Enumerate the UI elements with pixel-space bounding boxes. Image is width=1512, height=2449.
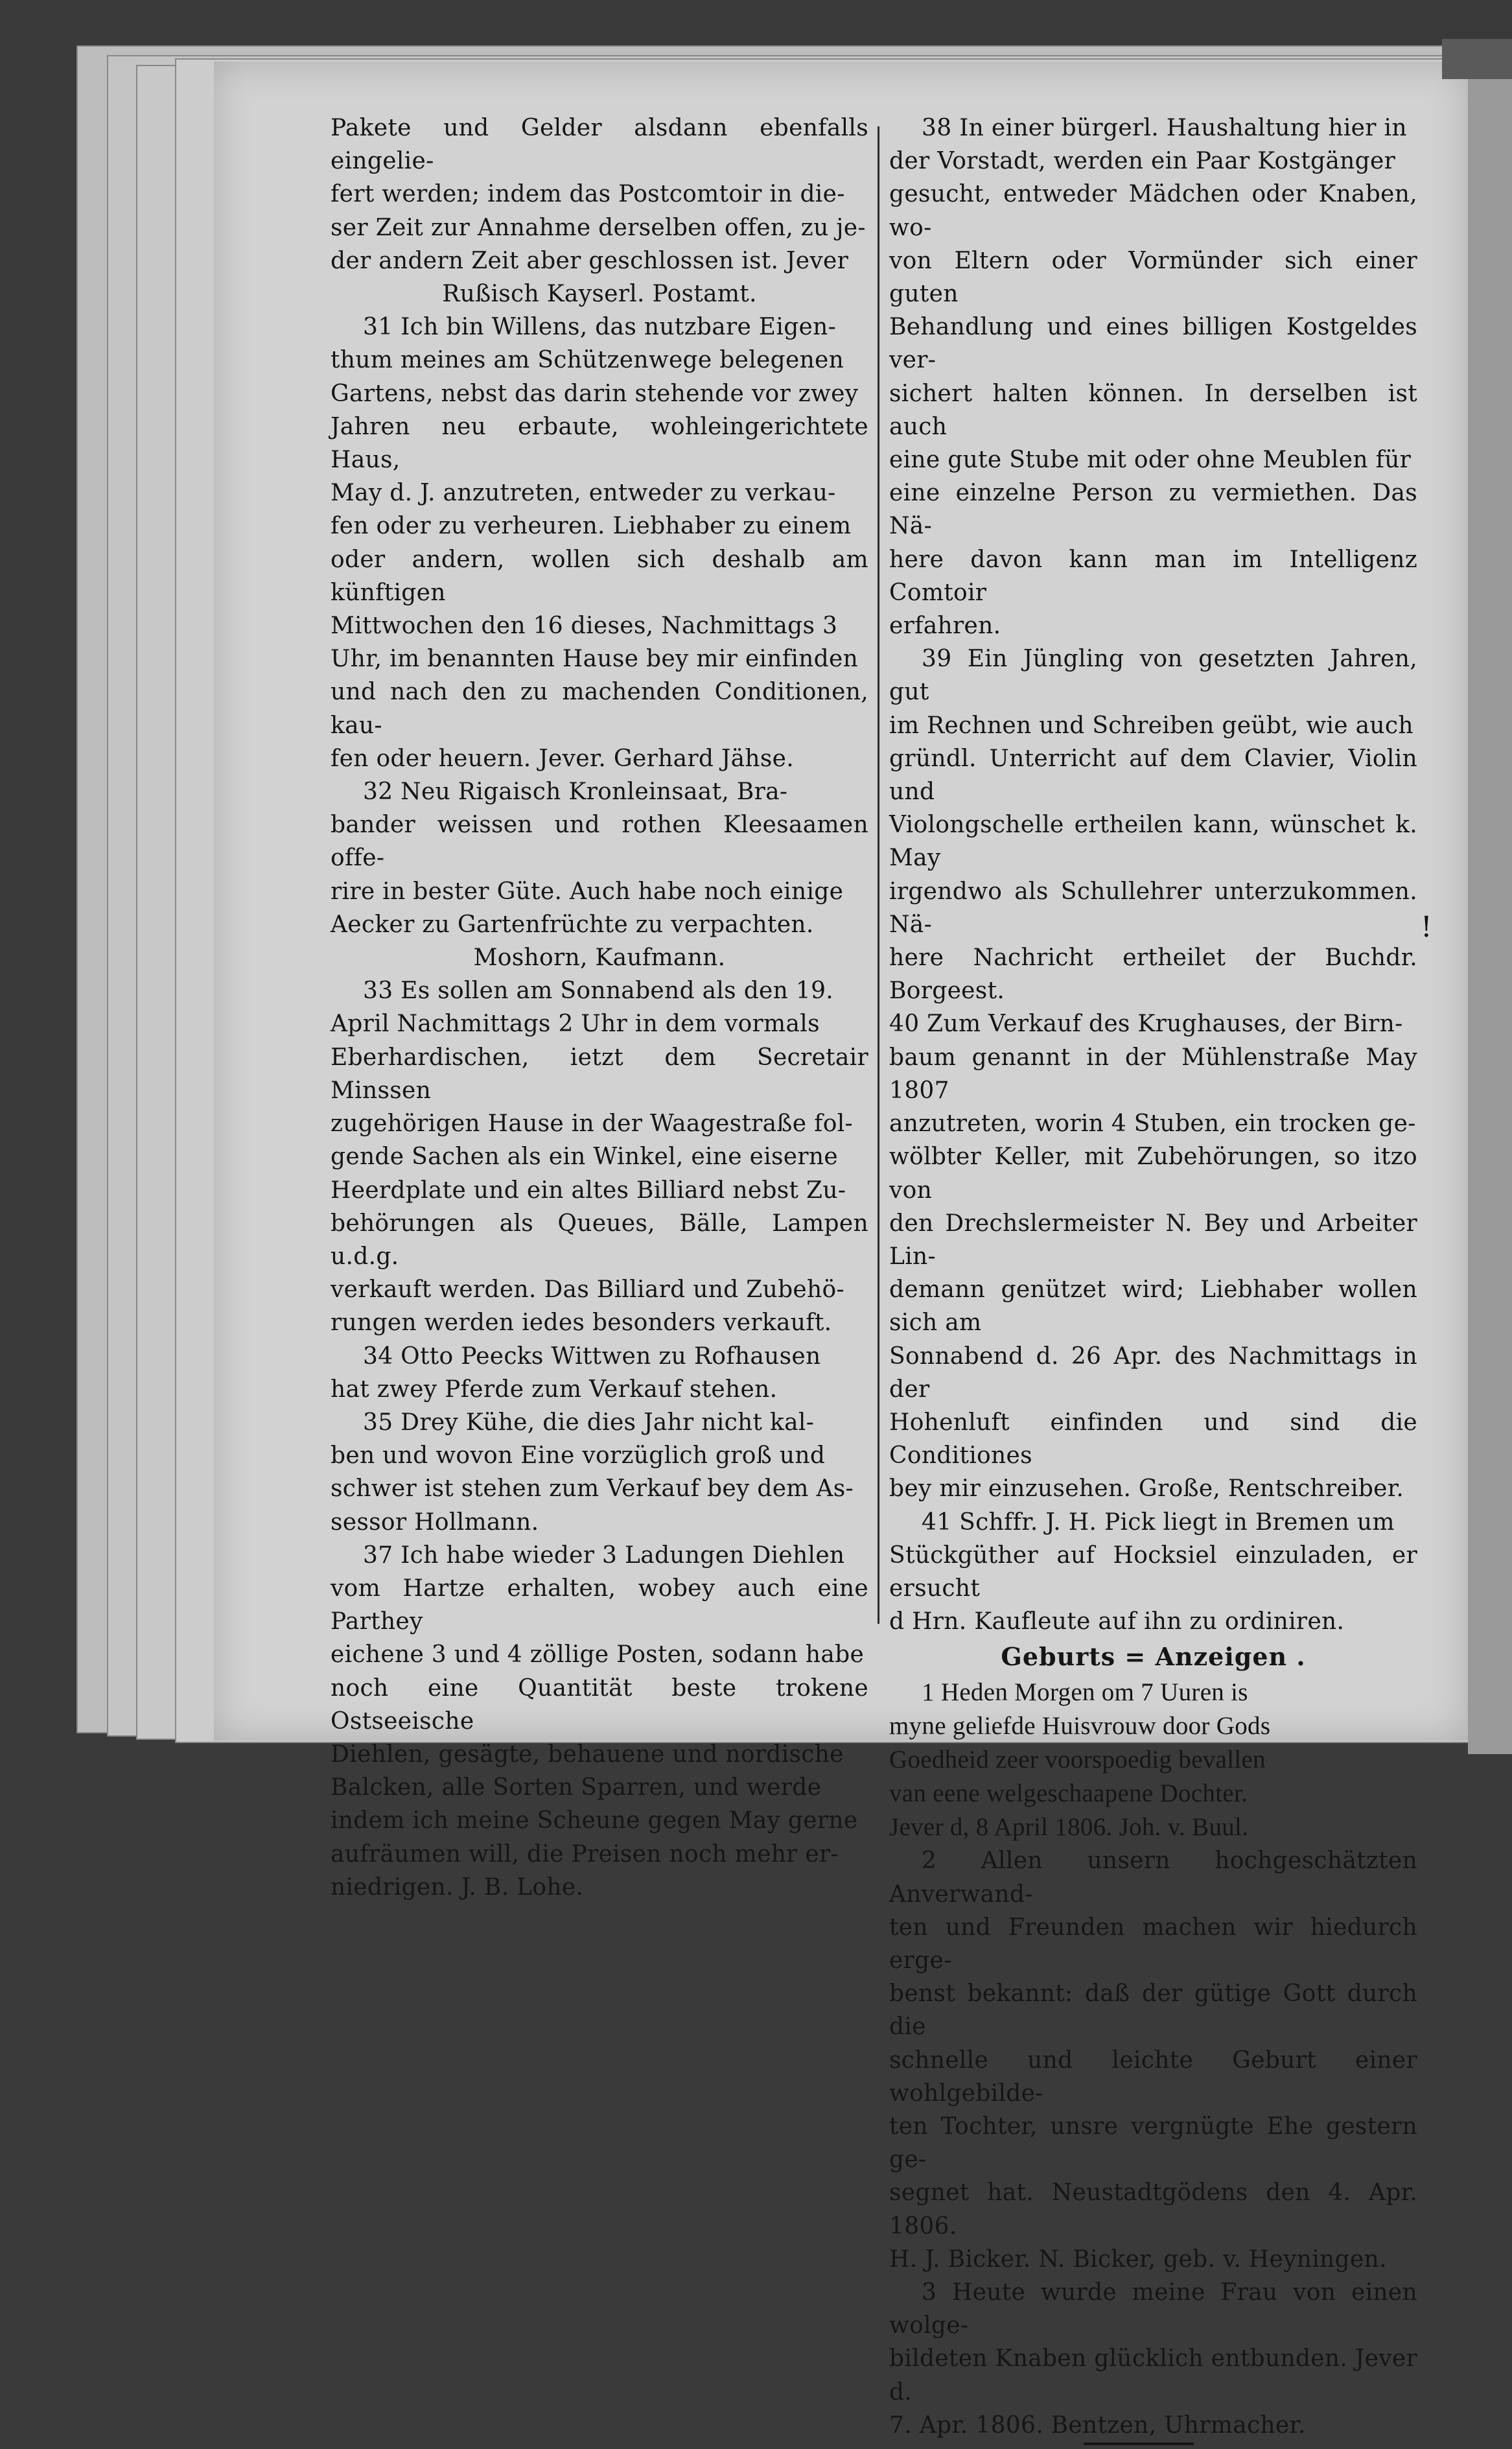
text-line: thum meines am Schützenwege belegenen (331, 347, 844, 374)
text-line: gende Sachen als ein Winkel, eine eiserne (331, 1143, 839, 1171)
birth-notice-2 (889, 1844, 1417, 2276)
text-line: Violongschelle ertheilen kann, wünschet k. May (889, 812, 1417, 872)
notice-31 (331, 311, 868, 775)
text-line: here davon kann man im Intelligenz Comtoir (889, 546, 1417, 606)
text-line: 40 Zum Verkauf des Krughauses, der Birn- (889, 1011, 1403, 1038)
text-line: bey mir einzusehen. Große, Rentschreiber. (889, 1475, 1404, 1503)
text-line: May d. J. anzutreten, entweder zu verkau- (331, 480, 836, 507)
text-line: 31 Ich bin Willens, das nutzbare Eigen- (363, 314, 837, 341)
text-line: rire in bester Güte. Auch habe noch einige (331, 878, 844, 905)
text-line: sessor Hollmann. (331, 1508, 539, 1536)
text-line: fen oder heuern. Jever. Gerhard Jähse. (331, 745, 795, 772)
binding-edge (1468, 39, 1512, 1754)
text-line: 37 Ich habe wieder 3 Ladungen Diehlen (363, 1541, 845, 1569)
text-line: d Hrn. Kaufleute auf ihn zu ordiniren. (889, 1608, 1345, 1635)
text-line: eichene 3 und 4 zöllige Posten, sodann habe (331, 1641, 865, 1669)
text-line: here Nachricht ertheilet der Buchdr. Borgeest. (889, 944, 1417, 1005)
text-line: von Eltern oder Vormünder sich einer guten (889, 247, 1417, 308)
text-line: ten Tochter, unsre vergnügte Ehe gestern ge- (889, 2113, 1417, 2174)
text-line: gründl. Unterricht auf dem Clavier, Violin und (889, 745, 1417, 806)
text-line: segnet hat. Neustadtgödens den 4. Apr. 1806. (889, 2179, 1417, 2240)
binding-clip (1442, 39, 1512, 79)
text-line: zugehörigen Hause in der Waagestraße fol- (331, 1110, 854, 1138)
notice-32 (331, 775, 868, 974)
text-line: 34 Otto Peecks Wittwen zu Rofhausen (363, 1342, 821, 1370)
text-line: 7. Apr. 1806. Bentzen, Uhrmacher. (889, 2411, 1306, 2439)
birth-notice-3 (889, 2276, 1417, 2442)
text-line: vom Hartze erhalten, wobey auch eine Parthey (331, 1575, 868, 1635)
text-line: baum genannt in der Mühlenstraße May 1807 (889, 1044, 1417, 1104)
column-divider (878, 126, 879, 1624)
text-line: und nach den zu machenden Conditionen, kau- (331, 679, 868, 739)
text-line: 33 Es sollen am Sonnabend als den 19. (363, 978, 834, 1005)
text-line: verkauft werden. Das Billiard und Zubehö- (331, 1276, 844, 1304)
text-line: myne geliefde Huisvrouw door Gods (889, 1712, 1271, 1740)
text-line: H. J. Bicker. N. Bicker, geb. v. Heyningen. (889, 2245, 1387, 2273)
text-line: der andern Zeit aber geschlossen ist. Jever (331, 247, 849, 274)
text-line: der Vorstadt, werden ein Paar Kostgänger (889, 148, 1396, 175)
text-line: irgendwo als Schullehrer unterzukommen. Nä- (889, 878, 1417, 938)
notice-postamt (331, 111, 868, 311)
text-line: den Drechslermeister N. Bey und Arbeiter Lin- (889, 1210, 1417, 1270)
text-line: wölbter Keller, mit Zubehörungen, so itzo von (889, 1143, 1417, 1204)
left-column (331, 111, 868, 1904)
text-line: Gartens, nebst das darin stehende vor zwey (331, 380, 859, 407)
text-line: ben und wovon Eine vorzüglich groß und (331, 1442, 826, 1470)
signature: Moshorn, Kaufmann. (473, 944, 726, 972)
text-line: Eberhardischen, ietzt dem Secretair Minssen (331, 1044, 868, 1104)
text-line: 1 Heden Morgen om 7 Uuren is (922, 1678, 1248, 1707)
text-line: Pakete und Gelder alsdann ebenfalls eingelie- (331, 115, 868, 175)
text-line: Goedheid zeer voorspoedig bevallen (889, 1746, 1266, 1774)
notice-37 (331, 1539, 868, 1904)
text-line: oder andern, wollen sich deshalb am künftigen (331, 546, 868, 606)
notice-33 (331, 974, 868, 1339)
birth-notice-1 (889, 1676, 1417, 1844)
text-line: bildeten Knaben glücklich entbunden. Jever d. (889, 2345, 1417, 2406)
text-line: demann genützet wird; Liebhaber wollen sich am (889, 1276, 1417, 1337)
notice-41 (889, 1506, 1417, 1639)
births-heading: Geburts = Anzeigen . (1001, 1642, 1306, 1672)
text-line: 32 Neu Rigaisch Kronleinsaat, Bra- (363, 779, 788, 806)
text-line: Aecker zu Gartenfrüchte zu verpachten. (331, 911, 814, 938)
text-line: Jahren neu erbaute, wohleingerichtete Haus, (331, 413, 868, 474)
text-line: Uhr, im benannten Hause bey mir einfinden (331, 646, 859, 673)
text-line: bander weissen und rothen Kleesaamen offe- (331, 812, 868, 872)
text-line: ser Zeit zur Annahme derselben offen, zu je- (331, 214, 866, 241)
text-line: Hohenluft einfinden und sind die Conditiones (889, 1409, 1417, 1470)
text-line: 35 Drey Kühe, die dies Jahr nicht kal- (363, 1409, 815, 1436)
notice-40 (889, 1007, 1417, 1505)
text-line: noch eine Quantität beste trokene Ostseeische (331, 1674, 868, 1735)
text-line: fert werden; indem das Postcomtoir in die- (331, 181, 845, 208)
text-line: Mittwochen den 16 dieses, Nachmittags 3 (331, 613, 838, 640)
text-line: Jever d, 8 April 1806. Joh. v. Buul. (889, 1813, 1249, 1842)
text-line: fen oder zu verheuren. Liebhaber zu einem (331, 513, 852, 540)
text-line: Sonnabend d. 26 Apr. des Nachmittags in der (889, 1342, 1417, 1403)
notice-35 (331, 1406, 868, 1539)
signature: Rußisch Kayserl. Postamt. (442, 281, 757, 308)
text-line: eine einzelne Person zu vermiethen. Das Nä- (889, 480, 1417, 540)
text-line: behörungen als Queues, Bälle, Lampen u.d.g. (331, 1210, 868, 1270)
text-line: Stückgüther auf Hocksiel einzuladen, er ersucht (889, 1541, 1417, 1602)
text-line: gesucht, entweder Mädchen oder Knaben, wo- (889, 181, 1417, 241)
end-rule (1084, 2443, 1194, 2445)
margin-mark: ! (1421, 911, 1432, 944)
right-column (889, 111, 1417, 2449)
notice-39 (889, 642, 1417, 1007)
text-line: aufräumen will, die Preisen noch mehr er- (331, 1840, 839, 1868)
text-line: Heerdplate und ein altes Billiard nebst Zu- (331, 1177, 846, 1204)
text-line: erfahren. (889, 613, 1001, 640)
notice-38 (889, 111, 1417, 642)
text-line: 2 Allen unsern hochgeschätzten Anverwand- (889, 1847, 1417, 1908)
text-line: schwer ist stehen zum Verkauf bey dem As- (331, 1475, 854, 1503)
text-line: Balcken, alle Sorten Sparren, und werde (331, 1774, 822, 1801)
text-line: rungen werden iedes besonders verkauft. (331, 1309, 832, 1337)
text-line: niedrigen. J. B. Lohe. (331, 1873, 584, 1901)
text-line: hat zwey Pferde zum Verkauf stehen. (331, 1376, 778, 1403)
text-line: eine gute Stube mit oder ohne Meublen für (889, 447, 1412, 474)
text-line: im Rechnen und Schreiben geübt, wie auch (889, 712, 1413, 739)
text-line: sichert halten können. In derselben ist auch (889, 380, 1417, 440)
text-line: Behandlung und eines billigen Kostgeldes ver- (889, 314, 1417, 374)
text-line: indem ich meine Scheune gegen May gerne (331, 1807, 858, 1834)
text-line: 39 Ein Jüngling von gesetzten Jahren, gut (889, 646, 1417, 706)
text-line: 41 Schffr. J. H. Pick liegt in Bremen um (922, 1508, 1395, 1536)
text-line: 3 Heute wurde meine Frau von einen wolge- (889, 2279, 1417, 2339)
text-line: van eene welgeschaapene Dochter. (889, 1779, 1248, 1808)
text-line: April Nachmittags 2 Uhr in dem vormals (331, 1011, 820, 1038)
text-line: Diehlen, gesägte, behauene und nordische (331, 1740, 844, 1768)
text-line: 38 In einer bürgerl. Haushaltung hier in (922, 115, 1407, 141)
text-line: schnelle und leichte Geburt einer wohlgebilde- (889, 2046, 1417, 2107)
text-line: anzutreten, worin 4 Stuben, ein trocken ge- (889, 1110, 1416, 1138)
notice-34 (331, 1340, 868, 1406)
text-line: benst bekannt: daß der gütige Gott durch die (889, 1980, 1417, 2041)
text-line: ten und Freunden machen wir hiedurch erge- (889, 1914, 1417, 1974)
